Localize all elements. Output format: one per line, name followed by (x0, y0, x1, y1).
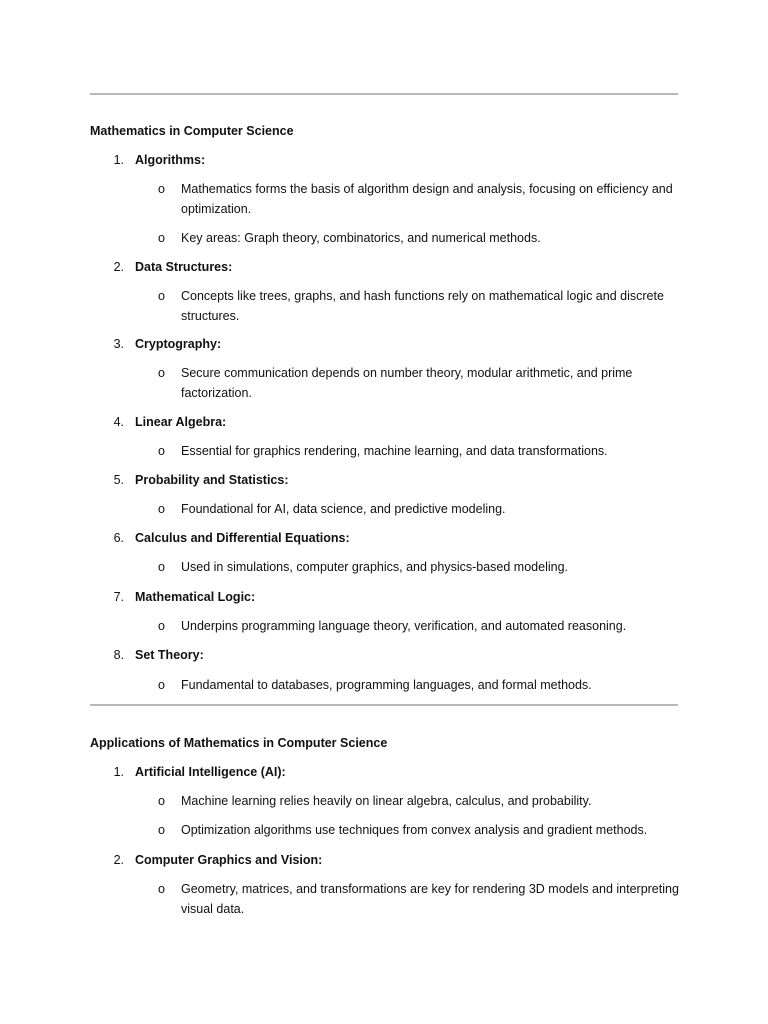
sub-item-text: Machine learning relies heavily on linear algebra, calculus, and probability. (181, 794, 592, 808)
bullet-marker: o (158, 366, 165, 380)
list-heading: Artificial Intelligence (AI): (135, 765, 286, 779)
bullet-marker: o (158, 289, 165, 303)
sub-item-text: Secure communication depends on number theory, modular arithmetic, and prime factorization. (181, 366, 633, 400)
list-heading: Mathematical Logic: (135, 590, 256, 604)
bullet-marker: o (158, 619, 165, 633)
bullet-marker: o (158, 182, 165, 196)
list-number: 5. (113, 473, 124, 487)
sub-item-text: Geometry, matrices, and transformations are key for rendering 3D models and interpreting visual data. (181, 882, 679, 916)
list-heading: Cryptography: (135, 337, 222, 351)
sub-item-text: Optimization algorithms use techniques from convex analysis and gradient methods. (181, 823, 648, 837)
list-heading: Computer Graphics and Vision: (135, 853, 323, 867)
list-heading: Linear Algebra: (135, 415, 227, 429)
sub-item-text: Used in simulations, computer graphics, and physics-based modeling. (181, 560, 568, 574)
sub-item-text: Essential for graphics rendering, machine learning, and data transformations. (181, 444, 608, 458)
list-number: 4. (113, 415, 124, 429)
bullet-marker: o (158, 882, 165, 896)
section-title-mathematics: Mathematics in Computer Science (90, 124, 294, 138)
list-number: 3. (113, 337, 124, 351)
bullet-marker: o (158, 560, 165, 574)
sub-item-text: Fundamental to databases, programming languages, and formal methods. (181, 678, 592, 692)
bullet-marker: o (158, 823, 165, 837)
sub-item-text: Foundational for AI, data science, and predictive modeling. (181, 502, 506, 516)
sub-item-text: Concepts like trees, graphs, and hash functions rely on mathematical logic and discrete structures. (181, 289, 664, 323)
list-number: 2. (113, 853, 124, 867)
list-number: 7. (113, 590, 124, 604)
sub-item-text: Key areas: Graph theory, combinatorics, and numerical methods. (181, 231, 541, 245)
list-number: 2. (113, 260, 124, 274)
bullet-marker: o (158, 231, 165, 245)
bullet-marker: o (158, 794, 165, 808)
horizontal-rule-top (90, 93, 678, 95)
list-number: 8. (113, 648, 124, 662)
list-heading: Probability and Statistics: (135, 473, 289, 487)
list-number: 1. (113, 153, 124, 167)
sub-item-text: Underpins programming language theory, verification, and automated reasoning. (181, 619, 627, 633)
list-number: 6. (113, 531, 124, 545)
horizontal-rule-middle (90, 704, 678, 706)
section-title-applications: Applications of Mathematics in Computer Science (90, 736, 388, 750)
list-heading: Algorithms: (135, 153, 206, 167)
list-heading: Calculus and Differential Equations: (135, 531, 350, 545)
list-heading: Set Theory: (135, 648, 204, 662)
sub-item-text: Mathematics forms the basis of algorithm design and analysis, focusing on efficiency and optimization. (181, 182, 673, 216)
list-number: 1. (113, 765, 124, 779)
bullet-marker: o (158, 444, 165, 458)
list-heading: Data Structures: (135, 260, 233, 274)
bullet-marker: o (158, 678, 165, 692)
bullet-marker: o (158, 502, 165, 516)
